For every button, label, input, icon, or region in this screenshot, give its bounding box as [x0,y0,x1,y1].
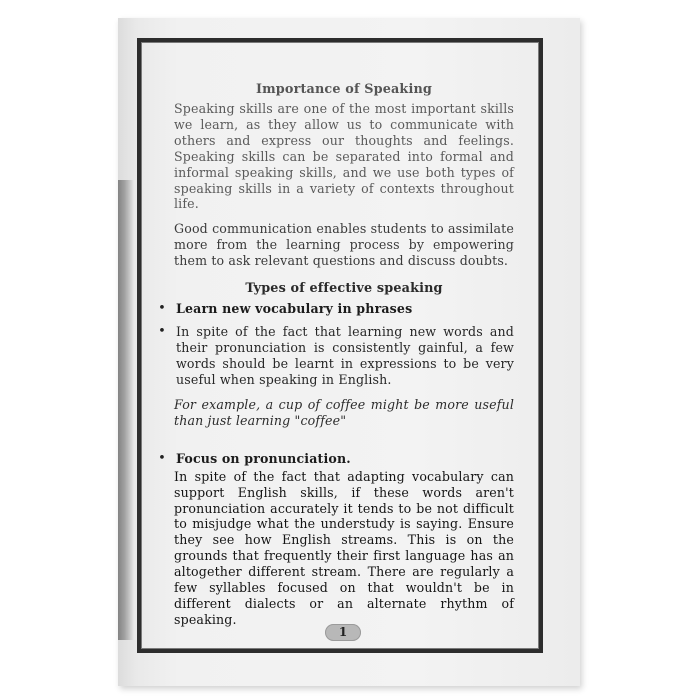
page-content [158,82,514,628]
bullet-icon: • [158,324,166,340]
list-item [158,324,514,388]
list-item-pronunciation: Focus on pronunciation. [176,450,351,466]
paragraph-good-communication: Good communication enables students to assimilate more from the learning process by empowering them to ask relevant questions and discuss doubts. [174,221,514,269]
bullet-icon: • [158,450,166,466]
bullet-icon: • [158,301,166,317]
section-heading-importance: Importance of Speaking [255,82,433,97]
paragraph-pronunciation: In spite of the fact that adapting vocabulary can support English skills, if these words aren't pronunciation accurately it tends to be not difficult to misjudge what the understudy is saying. Ensure they see how English streams. This is on the grounds that frequently their first language has an altogether different stream. There are regularly a few syllables focused on that wouldn't be in different dialects or an alternate rhythm of speaking. [174,468,514,627]
list-item [158,301,514,317]
page-spine-shadow [118,180,134,640]
page-number-badge [323,622,363,642]
paragraph-speaking-skills: Speaking skills are one of the most important skills we learn, as they allow us to communicate with others and express our thoughts and feelings. Speaking skills can be separated into formal and informal speaking skills, and we use both types of speaking skills in a variety of contexts throughout life. [174,101,514,212]
paragraph-learn-expressions: In spite of the fact that learning new words and their pronunciation is consistently gainful, a few words should be learnt in expressions to be very useful when speaking in English. [176,324,514,387]
section-heading-types: Types of effective speaking [245,281,443,297]
list-item-vocabulary: Learn new vocabulary in phrases [176,301,413,317]
page-number: 1 [325,624,361,641]
example-text: For example, a cup of coffee might be more useful than just learning "coffee" [174,396,514,428]
list-item [158,450,514,467]
